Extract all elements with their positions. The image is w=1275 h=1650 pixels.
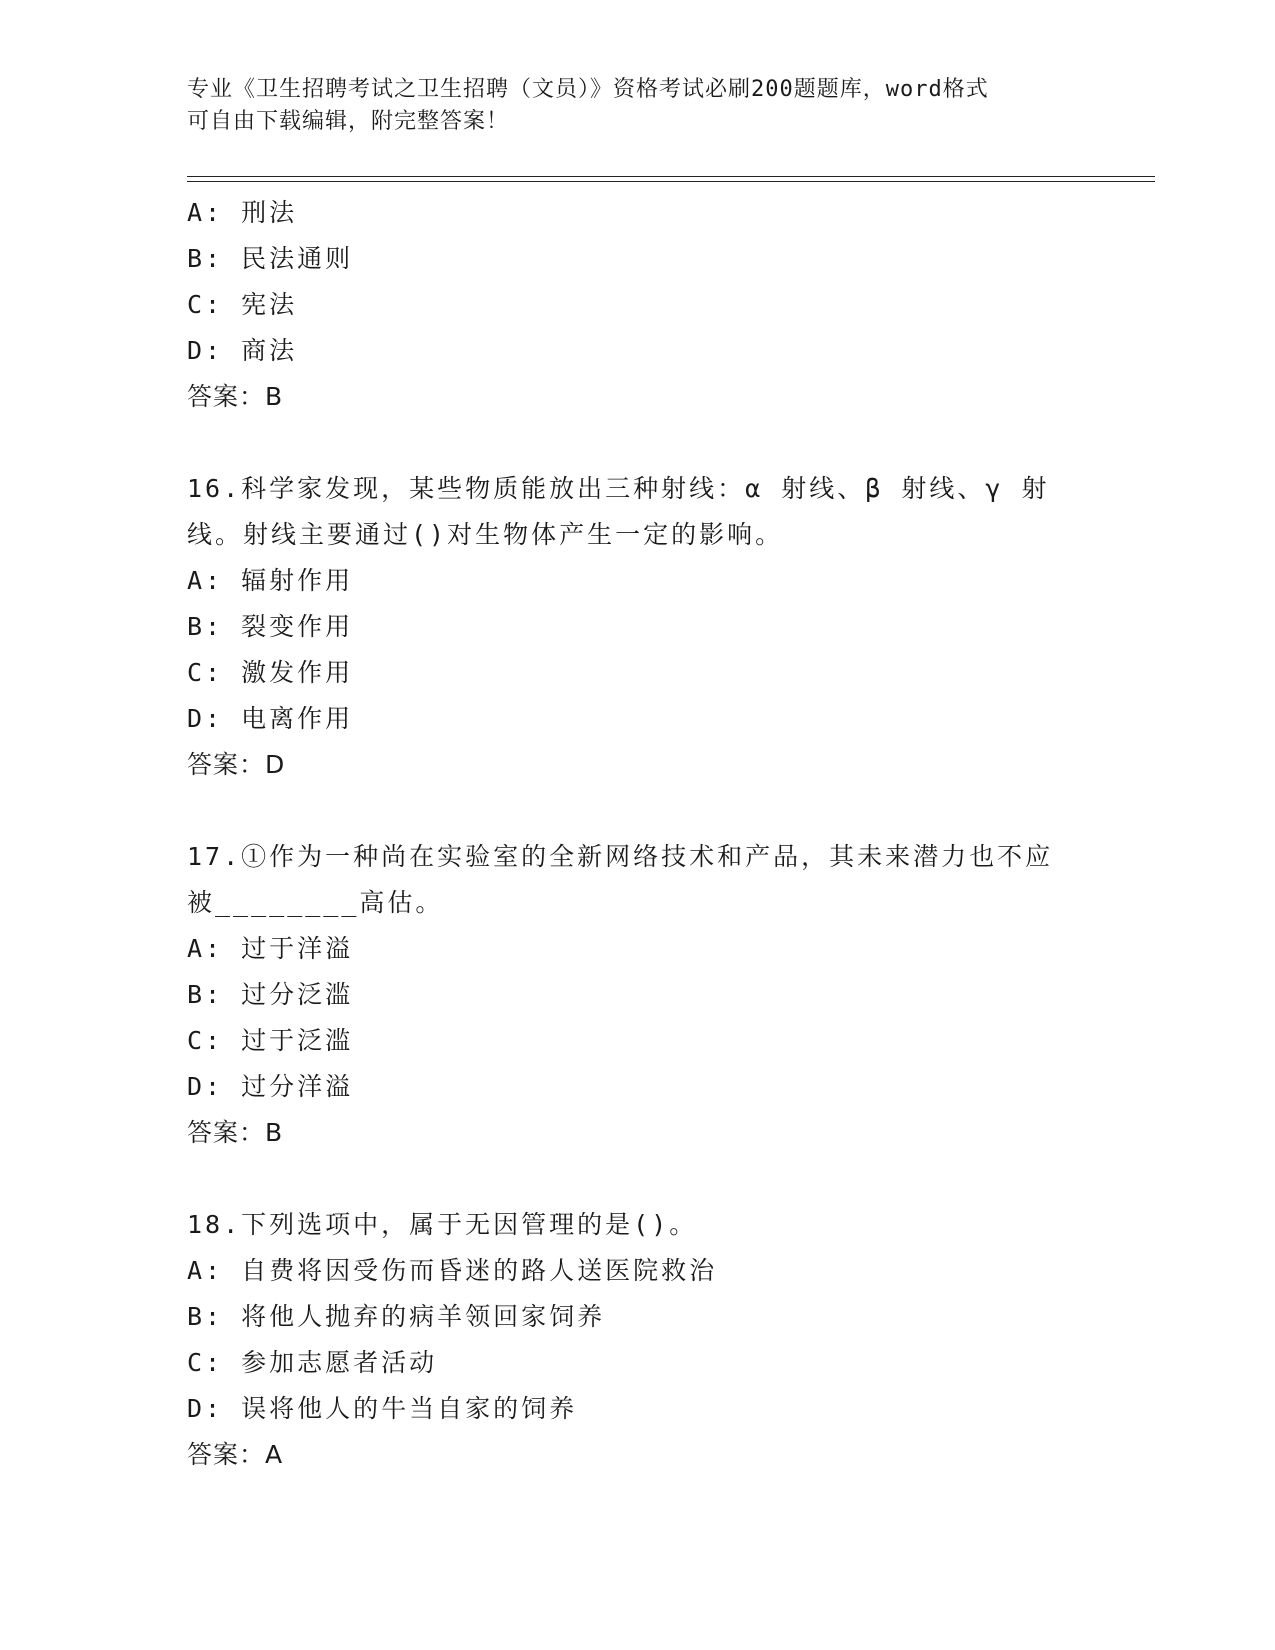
option-b: B: 民法通则 bbox=[187, 244, 354, 273]
option-c: C: 过于泛滥 bbox=[187, 1026, 354, 1055]
option-d: D: 电离作用 bbox=[187, 704, 354, 733]
question-17 bbox=[187, 834, 1087, 1156]
header-title-line-1: 专业《卫生招聘考试之卫生招聘（文员）》资格考试必刷200题题库，word格式 bbox=[187, 77, 989, 102]
spacer bbox=[187, 1156, 1087, 1202]
option-d: D: 误将他人的牛当自家的饲养 bbox=[187, 1394, 578, 1423]
header-divider-bottom bbox=[187, 181, 1155, 182]
option-c: C: 激发作用 bbox=[187, 658, 354, 687]
question-text-line: 被________高估。 bbox=[187, 888, 444, 917]
option-a: A: 刑法 bbox=[187, 198, 298, 227]
option-c: C: 宪法 bbox=[187, 290, 298, 319]
answer-line: 答案：B bbox=[187, 382, 284, 411]
question-text-line: 17.①作为一种尚在实验室的全新网络技术和产品，其未来潜力也不应 bbox=[187, 842, 1054, 871]
option-b: B: 过分泛滥 bbox=[187, 980, 354, 1009]
answer-line: 答案：D bbox=[187, 750, 286, 779]
option-b: B: 裂变作用 bbox=[187, 612, 354, 641]
option-d: D: 商法 bbox=[187, 336, 298, 365]
option-a: A: 自费将因受伤而昏迷的路人送医院救治 bbox=[187, 1256, 718, 1285]
spacer bbox=[187, 420, 1087, 466]
header-divider-top bbox=[187, 176, 1155, 177]
question-text bbox=[187, 834, 1087, 926]
option-c: C: 参加志愿者活动 bbox=[187, 1348, 438, 1377]
question-text bbox=[187, 1202, 1087, 1248]
question-text bbox=[187, 466, 1087, 558]
option-a: A: 辐射作用 bbox=[187, 566, 354, 595]
option-d: D: 过分洋溢 bbox=[187, 1072, 354, 1101]
option-a: A: 过于洋溢 bbox=[187, 934, 354, 963]
question-18 bbox=[187, 1202, 1087, 1478]
spacer bbox=[187, 788, 1087, 834]
answer-line: 答案：A bbox=[187, 1440, 284, 1469]
answer-line: 答案：B bbox=[187, 1118, 284, 1147]
question-15-continued bbox=[187, 190, 1087, 420]
question-text-line: 16.科学家发现，某些物质能放出三种射线：α 射线、β 射线、γ 射 bbox=[187, 474, 1050, 503]
question-list bbox=[187, 190, 1087, 1478]
question-16 bbox=[187, 466, 1087, 788]
option-b: B: 将他人抛弃的病羊领回家饲养 bbox=[187, 1302, 606, 1331]
header-title-line-2: 可自由下载编辑，附完整答案！ bbox=[187, 109, 510, 134]
question-text-line: 线。射线主要通过()对生物体产生一定的影响。 bbox=[187, 520, 784, 549]
document-header bbox=[187, 74, 1067, 138]
question-text-line: 18.下列选项中，属于无因管理的是()。 bbox=[187, 1210, 698, 1239]
